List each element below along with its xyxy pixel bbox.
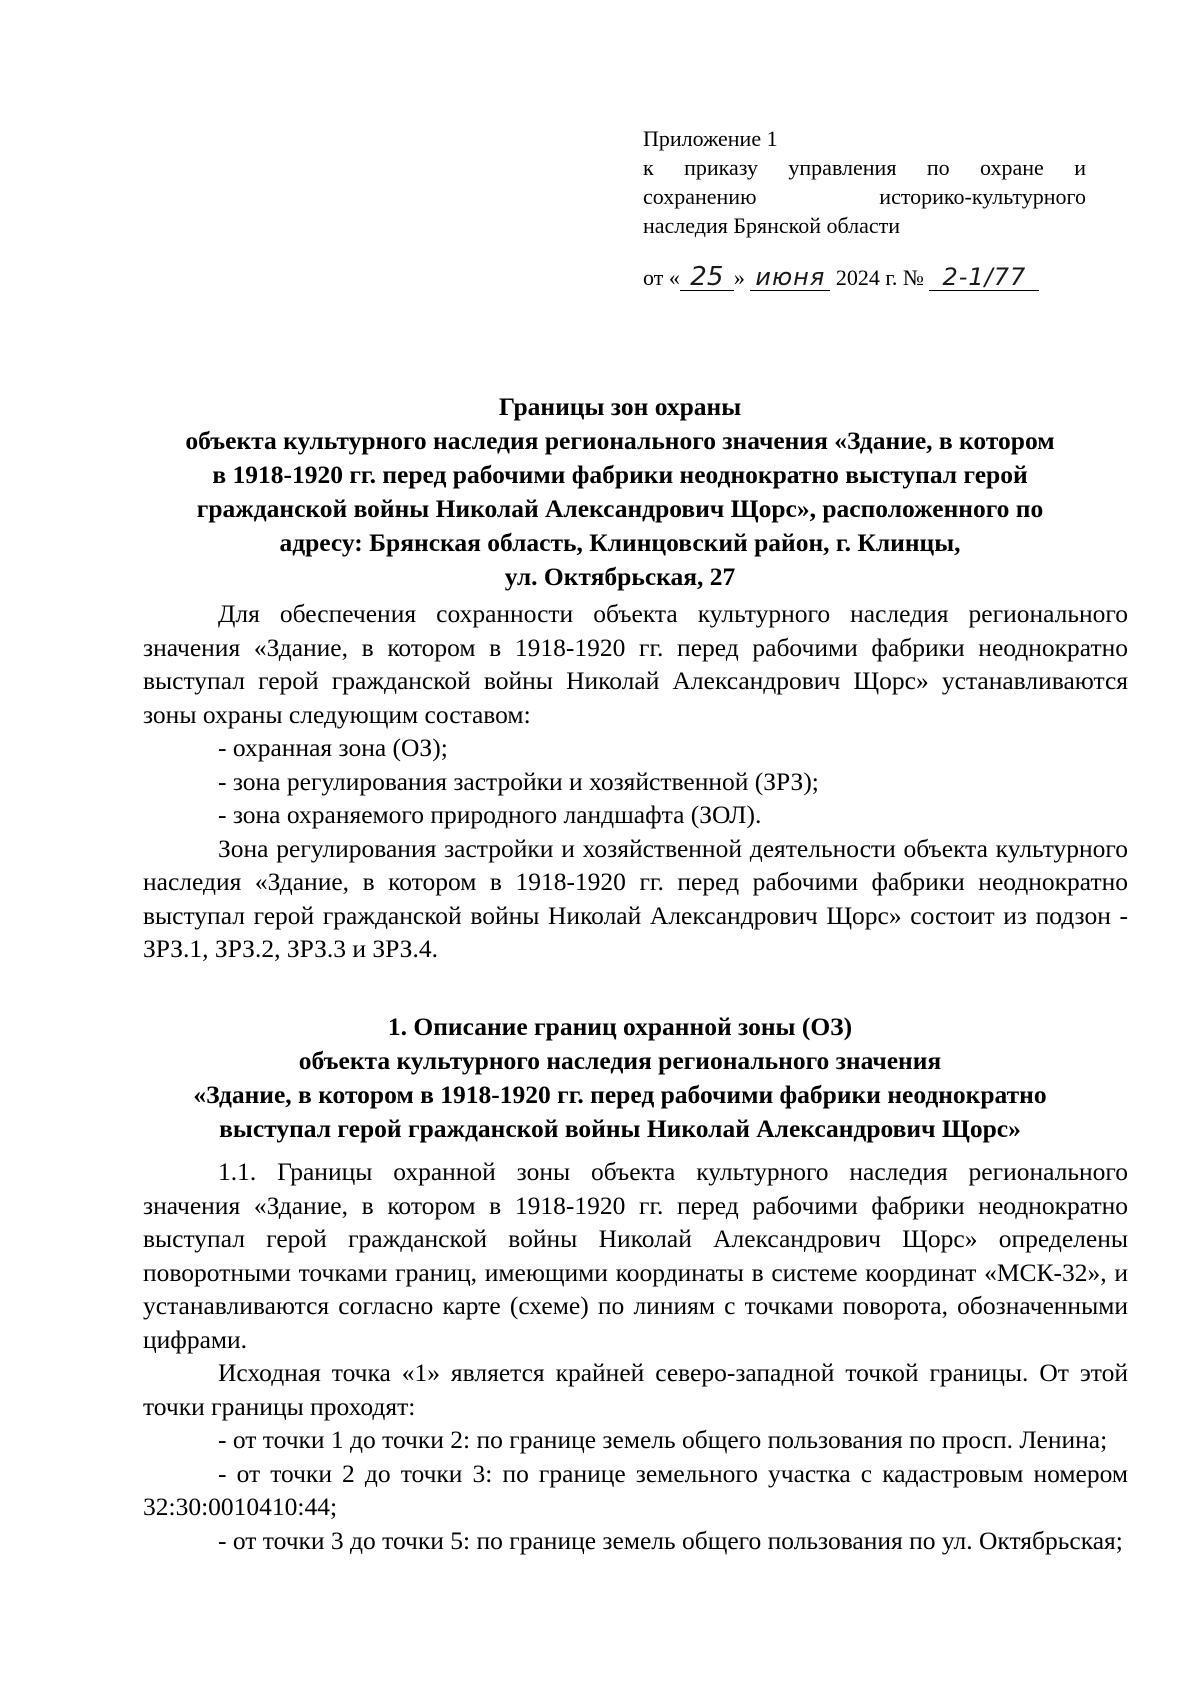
section-1-line-4: выступал герой гражданской войны Николай Александрович Щорс» — [219, 1114, 1021, 1143]
document-title — [120, 390, 1120, 594]
boundary-item: - от точки 1 до точки 2: по границе земель общего пользования по просп. Ленина; — [218, 1425, 1108, 1454]
boundary-item: - от точки 3 до точки 5: по границе земель общего пользования по ул. Октябрьская; — [218, 1525, 1123, 1555]
section-1-paragraph-2: Исходная точка «1» является крайней северо-западной точкой границы. От этой точки границы проходят: — [143, 1358, 1128, 1421]
list-item: - зона охраняемого природного ландшафта (ЗОЛ). — [218, 800, 762, 829]
section-1-line-3: «Здание, в котором в 1918-1920 гг. перед рабочими фабрики неоднократно — [193, 1080, 1047, 1109]
appendix-line-4: наследия Брянской области — [643, 213, 901, 238]
section-1-heading — [120, 1010, 1120, 1146]
subzones-paragraph: Зона регулирования застройки и хозяйственной деятельности объекта культурного наследия «Здание, в котором в 1918-1920 гг. перед рабочими фабрики неоднократно выступал герой гражданской войны Николай Александрович Щорс» состоит из подзон - ЗРЗ.1, ЗРЗ.2, ЗРЗ.3 и ЗРЗ.4. — [143, 833, 1128, 963]
list-item: - охранная зона (ОЗ); — [218, 733, 448, 762]
appendix-line-3: сохранению историко-культурного — [643, 184, 1086, 209]
date-year-text: 2024 г. № — [835, 265, 924, 290]
title-line-3: в 1918-1920 гг. перед рабочими фабрики неоднократно выступал герой — [212, 460, 1028, 489]
title-line-6: ул. Октябрьская, 27 — [504, 562, 736, 591]
title-line-1: Границы зон охраны — [498, 392, 742, 421]
handwritten-month: июня — [750, 264, 830, 291]
appendix-header — [643, 124, 1086, 240]
date-mid: » — [733, 265, 745, 290]
handwritten-order-number: 2-1/77 — [929, 264, 1039, 291]
section-1-body — [143, 1155, 1128, 1557]
date-prefix: от « — [643, 265, 680, 290]
intro-paragraph: Для обеспечения сохранности объекта культурного наследия регионального значения «Здание, в котором в 1918-1920 гг. перед рабочими фабрики неоднократно выступал герой гражданской войны Николай Александрович Щорс» устанавливаются зоны охраны следующим составом: — [143, 599, 1128, 729]
handwritten-day: 25 — [680, 264, 734, 291]
title-line-5: адресу: Брянская область, Клинцовский район, г. Клинцы, — [279, 528, 961, 557]
list-item: - зона регулирования застройки и хозяйственной (ЗРЗ); — [218, 766, 819, 796]
appendix-line-2: к приказу управления по охране и — [643, 155, 1086, 180]
appendix-line-1: Приложение 1 — [643, 126, 778, 151]
title-line-4: гражданской войны Николай Александрович Щорс», расположенного по — [196, 494, 1044, 523]
title-line-2: объекта культурного наследия регионального значения «Здание, в котором — [185, 426, 1055, 455]
section-1-line-2: объекта культурного наследия регионального значения — [298, 1046, 942, 1075]
section-1-paragraph-1: 1.1. Границы охранной зоны объекта культурного наследия регионального значения «Здание, в котором в 1918-1920 гг. перед рабочими фабрики неоднократно выступал герой гражданской войны Николай Александрович Щорс» определены поворотными точками границ, имеющими координаты в системе координат «МСК-32», и устанавливаются согласно карте (схеме) по линиям с точками поворота, обозначенными цифрами. — [143, 1157, 1128, 1354]
order-date-line — [643, 262, 1039, 294]
boundary-item: - от точки 2 до точки 3: по границе земельного участка с кадастровым номером 32:30:0010410:44; — [143, 1458, 1128, 1521]
intro-section — [143, 597, 1128, 966]
section-1-line-1: 1. Описание границ охранной зоны (ОЗ) — [387, 1012, 853, 1041]
